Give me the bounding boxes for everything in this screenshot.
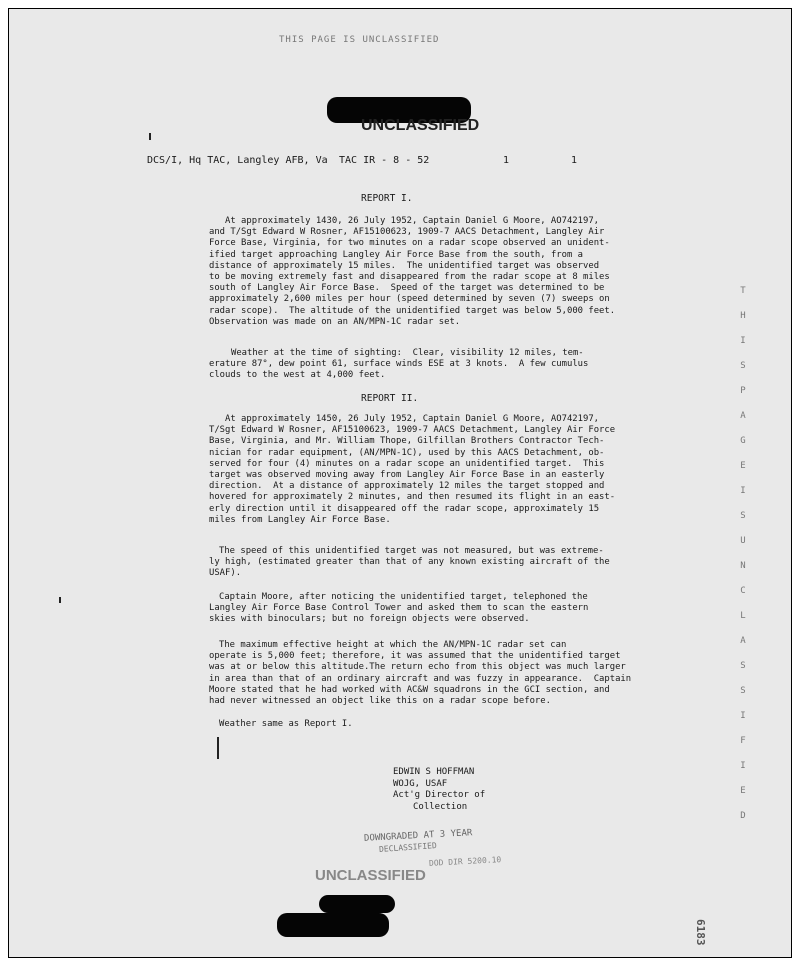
text-line: was at or below this altitude.The return echo from this object was much larger [209,662,626,673]
text-line: skies with binoculars; but no foreign objects were observed. [209,614,530,625]
signer-title-continued: Collection [413,801,468,812]
text-line: ly high, (estimated greater than that of any known existing aircraft of the [209,557,610,568]
page-number-vertical: 6183 [694,919,707,946]
text-line: nician for radar equipment, (AN/MPN-1C), used by this AACS Detachment, ob- [209,447,605,458]
report2-paragraph-5 [209,719,629,730]
header-num2: 1 [571,155,578,166]
side-letter: S [740,361,746,371]
side-letter: U [740,536,746,546]
header-num1: 1 [503,155,510,166]
side-letter: P [740,386,746,396]
side-letter: E [740,461,746,471]
text-line: Force Base, Virginia, for two minutes on a radar scope observed an unident- [209,238,610,249]
text-line: Captain Moore, after noticing the unidentified target, telephoned the [219,592,588,602]
side-letter: C [740,586,746,596]
side-letter: A [740,636,746,646]
text-line: Base, Virginia, and Mr. William Thope, Gilfillan Brothers Contractor Tech- [209,436,605,447]
side-letter: S [740,661,746,671]
text-line: Langley Air Force Base Control Tower and asked them to scan the eastern [209,603,589,614]
text-line: Weather same as Report I. [219,719,353,729]
side-letter: E [740,786,746,796]
report1-paragraph-1 [209,216,629,328]
text-line: distance of approximately 15 miles. The unidentified target was observed [209,260,600,271]
signer-title: Act'g Director of [393,790,486,800]
text-line: USAF). [209,568,242,579]
text-line: had never witnessed an object like this on a radar scope before. [209,696,551,707]
text-line: ified target approaching Langley Air Force Base from the south, from a [209,249,584,260]
side-letter: I [740,336,746,346]
side-letter: A [740,411,746,421]
text-line: and T/Sgt Edward W Rosner, AF15100623, 1909-7 AACS Detachment, Langley Air [209,227,605,238]
dod-directive-stamp: DOD DIR 5200.10 [428,855,502,868]
redaction-bottom-1 [319,895,395,913]
text-line: The maximum effective height at which the AN/MPN-1C radar set can [219,640,567,650]
report1-title: REPORT I. [361,193,413,204]
text-line: south of Langley Air Force Base. Speed of the target was determined to be [209,283,605,294]
document-page [8,8,792,958]
pen-mark [217,737,219,759]
redaction-bottom-2 [277,913,389,937]
side-letter: S [740,686,746,696]
side-letter: S [740,511,746,521]
side-letter: L [740,611,746,621]
top-notice: THIS PAGE IS UNCLASSIFIED [279,35,440,45]
text-line: operate is 5,000 feet; therefore, it was assumed that the unidentified target [209,651,621,662]
signature-block [393,767,485,813]
report2-paragraph-1 [209,414,629,526]
report2-paragraph-3 [209,592,629,626]
text-line: erly direction until it disappeared off the radar scope, approximately 15 [209,503,600,514]
header-from: DCS/I, Hq TAC, Langley AFB, Va [147,155,328,166]
header-ref: TAC IR - 8 - 52 [339,155,430,166]
report2-title: REPORT II. [361,393,419,404]
text-line: Weather at the time of sighting: Clear, visibility 12 miles, tem- [231,348,584,358]
declassified-stamp: DECLASSIFIED [378,840,438,855]
classification-bottom: UNCLASSIFIED [315,867,426,884]
text-line: Observation was made on an AN/MPN-1C radar set. [209,316,461,327]
text-line: At approximately 1430, 26 July 1952, Captain Daniel G Moore, AO742197, [225,216,600,226]
scan-mark [59,597,61,603]
side-letter: T [740,286,746,296]
text-line: in area than that of an ordinary aircraft and was fuzzy in appearance. Captain [209,673,632,684]
text-line: radar scope). The altitude of the unidentified target was below 5,000 feet. [209,305,616,316]
side-letter: F [740,736,746,746]
side-letter: I [740,711,746,721]
text-line: The speed of this unidentified target was not measured, but was extreme- [219,546,604,556]
side-letter: H [740,311,746,321]
text-line: miles from Langley Air Force Base. [209,514,391,525]
text-line: direction. At a distance of approximately 12 miles the target stopped and [209,481,605,492]
classification-top: UNCLASSIFIED [361,117,480,134]
text-line: to be moving extremely fast and disappeared from the radar scope at 8 miles [209,272,610,283]
report2-paragraph-4 [209,640,632,707]
text-line: At approximately 1450, 26 July 1952, Captain Daniel G Moore, AO742197, [225,414,600,424]
report2-paragraph-2 [209,546,629,580]
text-line: target was observed moving away from Langley Air Force Base in an easterly [209,470,605,481]
text-line: served for four (4) minutes on a radar scope an unidentified target. This [209,458,605,469]
text-line: clouds to the west at 4,000 feet. [209,370,386,381]
text-line: approximately 2,600 miles per hour (speed determined by seven (7) sweeps on [209,294,610,305]
text-line: Moore stated that he had worked with AC&W squadrons in the GCI section, and [209,684,610,695]
signer-rank: WOJG, USAF [393,778,448,789]
side-letter: I [740,761,746,771]
report1-paragraph-2 [209,348,629,382]
text-line: hovered for approximately 2 minutes, and then resumed its flight in an east- [209,492,616,503]
side-unclassified-stamp [736,279,750,829]
side-letter: D [740,811,746,821]
signer-name: EDWIN S HOFFMAN [393,767,475,777]
scan-mark [149,133,151,140]
side-letter: G [740,436,746,446]
downgrade-stamp: DOWNGRADED AT 3 YEAR [363,828,473,844]
side-letter: I [740,486,746,496]
side-letter: N [740,561,746,571]
text-line: T/Sgt Edward W Rosner, AF15100623, 1909-7 AACS Detachment, Langley Air Force [209,425,616,436]
text-line: erature 87°, dew point 61, surface winds ESE at 3 knots. A few cumulus [209,359,589,370]
